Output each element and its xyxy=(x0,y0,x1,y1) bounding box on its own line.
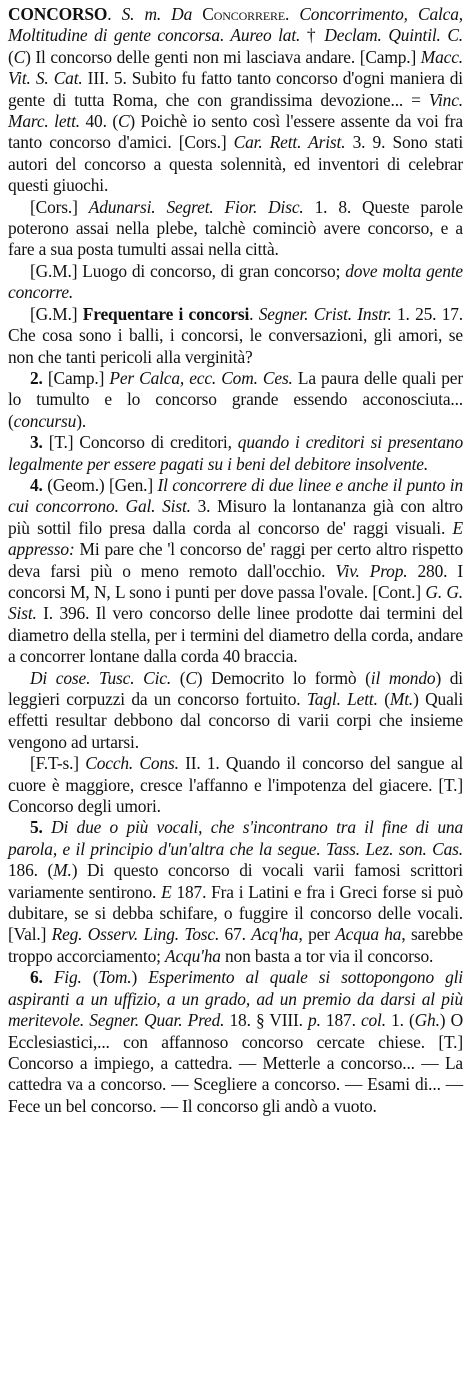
entry-text-span: ) Di questo concorso di vocali varii famosi scrittori variamente sentirono. xyxy=(8,860,463,902)
entry-text-span xyxy=(43,967,54,987)
entry-text-span: ( xyxy=(81,967,99,988)
entry-text-span: Segner. Crist. Instr. xyxy=(258,303,392,324)
entry-text-span: ( xyxy=(377,689,390,709)
entry-text-span: Acqu'ha xyxy=(165,945,221,966)
entry-text-span: G. G. Sist. xyxy=(8,581,463,624)
entry-text-span: [Camp.] xyxy=(42,367,110,388)
entry-text-span: Tagl. Lett. xyxy=(306,689,378,709)
entry-text-span: ) Il concorso delle genti non mi lasciava andare. [Camp.] xyxy=(25,46,421,67)
entry-text-span: Concorrere xyxy=(202,4,286,24)
entry-text-span: (Geom.) [Gen.] xyxy=(42,474,158,495)
entry-text-span: Car. Rett. Arist. xyxy=(233,132,346,153)
entry-text-span: 18. § VIII. xyxy=(224,1010,309,1031)
entry-paragraph-adunarsi xyxy=(8,197,463,261)
entry-paragraph-luogo xyxy=(8,261,463,304)
entry-text-span: ) di leggieri corpuzzi da un concorso fortuito. xyxy=(8,667,463,709)
entry-sense-6 xyxy=(8,967,463,1117)
entry-text-span: Mi pare che 'l concorso de' raggi per certo altro rispetto deva farsi più o meno remoto dall'occhio. xyxy=(8,539,463,581)
entry-paragraph-frequentare xyxy=(8,304,463,368)
entry-text-span: Esperimento al quale si sottopongono gli aspiranti a un uffizio, a un grado, ad un premio da darsi al più meritevole. Segner. Quar. Pred. xyxy=(8,967,463,1031)
entry-text-span: 67. xyxy=(219,924,252,945)
entry-text-span xyxy=(43,817,51,837)
entry-text-span: Fig. xyxy=(53,967,82,988)
entry-text-span: S. m. Da xyxy=(121,4,193,24)
entry-text-span: Macc. Vit. S. Cat. xyxy=(8,46,463,89)
entry-text-span: 187. Fra i Latini e fra i Greci forse si può dubitare, se si debba schifare, o fuggire il concorso delle vocali. [Val.] xyxy=(8,881,463,945)
entry-text-span: 1. 25. 17. Che cosa sono i balli, i concorsi, le conversazioni, gli amori, se non che tanti pericoli alla verginità? xyxy=(8,303,463,367)
entry-text-span: , sarebbe troppo accorciamento; xyxy=(8,924,463,966)
entry-text-span: p. xyxy=(308,1010,321,1031)
entry-text-span: 3. xyxy=(30,432,43,453)
entry-text-span: Acq'ha xyxy=(251,924,299,945)
entry-text-span: III. 5. Subito fu fatto tanto concorso d'ogni maniera di gente di tutta Roma, che con grandissima devozione... = xyxy=(8,68,463,110)
entry-text-span: Frequentare i concorsi xyxy=(82,303,250,324)
entry-text-span: [G.M.] Luogo di concorso, di gran concorso; xyxy=(30,260,346,281)
entry-text-span: Per Calca, ecc. Com. Ces. xyxy=(109,367,293,388)
entry-text-span: ) xyxy=(131,967,149,988)
entry-text-span: 3. 9. Sono stati autori del concorso a questa solennità, ed inventori di celebrar questi giuochi. xyxy=(8,132,464,196)
entry-text-span: C xyxy=(13,46,26,67)
entry-text-span: C xyxy=(117,111,130,132)
entry-text-span: ( xyxy=(8,46,14,67)
entry-text-span: . xyxy=(107,4,122,24)
entry-text-span: Di due o più vocali, che s'incontrano tra il fine di una parola, e il principio d'un'altra che la segue. Tass. Lez. son. Cas. xyxy=(8,817,463,859)
entry-text-span: ) Democrito lo formò ( xyxy=(196,667,371,688)
entry-text-span: 40. ( xyxy=(79,111,118,132)
entry-text-span: [G.M.] xyxy=(30,303,83,324)
entry-sense-5 xyxy=(8,817,463,967)
entry-text-span: Declam. Quintil. C. xyxy=(324,25,463,46)
entry-text-span: , per xyxy=(298,924,336,945)
entry-text-span: Tom. xyxy=(98,967,132,988)
entry-paragraph-cocchi xyxy=(8,753,463,817)
entry-sense-2 xyxy=(8,368,463,432)
entry-text-span: 1. ( xyxy=(385,1010,415,1031)
entry-text-span: 280. I concorsi M, N, L sono i punti per dove passa l'ovale. [Cont.] xyxy=(8,560,464,602)
entry-text-span: La paura delle quali per lo tumulto e lo concorso grande essendo acconosciuta... ( xyxy=(8,367,463,431)
entry-text-span: 5. xyxy=(30,817,43,838)
entry-text-span: E appresso: xyxy=(8,517,463,560)
entry-sense-3 xyxy=(8,432,463,475)
entry-text-span: Concorrimento, Calca, Moltitudine di gente concorsa. Aureo lat. xyxy=(8,4,463,46)
entry-text-span: 4. xyxy=(30,474,43,495)
entry-text-span: † xyxy=(300,25,325,46)
entry-text-span: Gh. xyxy=(414,1010,440,1031)
entry-text-span: Mt. xyxy=(389,689,414,709)
entry-text-span: CONCORSO xyxy=(8,4,108,24)
entry-text-span: E xyxy=(161,881,172,902)
entry-text-span: Vinc. Marc. lett. xyxy=(8,89,463,132)
entry-text-span: ) O Ecclesiastici,... con affannoso concorso cercate chiese. [T.] Concorso a impiego, a cattedra. — Metterle a concorso... — La cattedra va a concorso. — Scegliere a concorso. — Esami di... — Fece un bel concorso. — Il concorso gli andò a vuoto. xyxy=(8,1010,464,1116)
entry-text-span: . xyxy=(285,4,300,24)
entry-text-span: M. xyxy=(53,860,72,881)
entry-text-span: [F.T-s.] xyxy=(30,753,86,774)
entry-text-span: dove molta gente concorre. xyxy=(8,260,463,303)
entry-text-span: Reg. Osserv. Ling. Tosc. xyxy=(51,924,220,945)
entry-sense-4 xyxy=(8,475,463,668)
entry-text-span: 2. xyxy=(30,367,43,388)
entry-text-span: ). xyxy=(76,410,87,431)
entry-text-span: concursu xyxy=(13,410,77,431)
entry-text-span: C xyxy=(185,667,197,688)
entry-text-span xyxy=(192,4,202,24)
entry-text-span: quando i creditori si presentano legalmente per essere pagati su i beni del debitore insolvente. xyxy=(8,432,463,474)
entry-text-span: Viv. Prop. xyxy=(335,560,408,581)
entry-text-span: ) Poichè io sento così l'essere assente da voi fra tanto concorso d'amici. [Cors.] xyxy=(8,111,464,153)
entry-headword-paragraph xyxy=(8,4,463,197)
entry-text-span: il mondo xyxy=(370,667,436,688)
entry-text-span: 187. xyxy=(320,1010,361,1031)
entry-text-span: ( xyxy=(171,667,186,688)
entry-text-span: 1. 8. Queste parole poterono assai nella plebe, talchè cominciò avere concorso, e a fare a sua posta tumulti assai nella città. xyxy=(8,196,463,260)
entry-text-span: Adunarsi. Segret. Fior. Disc. xyxy=(88,196,304,217)
entry-text-span: Di cose. Tusc. Cic. xyxy=(30,667,172,688)
entry-text-span: non basta a tor via il concorso. xyxy=(220,945,434,966)
entry-text-span: 186. ( xyxy=(8,860,54,881)
entry-text-span: II. 1. Quando il concorso del sangue al cuore è maggiore, cresce l'affanno e l'impotenza del giacere. [T.] Concorso degli umori. xyxy=(8,753,464,817)
entry-paragraph-di-cose xyxy=(8,668,463,754)
entry-text-span: Il concorrere di due linee e anche il punto in cui concorrono. Gal. Sist. xyxy=(8,474,463,517)
entry-text-span: Acqua ha xyxy=(335,924,402,945)
entry-text-span: I. 396. Il vero concorso delle linee prodotte dai termini del diametro della stella, per i termini del diametro della corda, andare a concorrer lontane dalla corda 40 braccia. xyxy=(8,603,463,667)
entry-text-span: . xyxy=(249,303,259,324)
entry-text-span: 3. Misuro la lontananza già con altro più sottil filo presa dalla corda al concorso de' raggi visuali. xyxy=(8,496,463,538)
entry-text-span: col. xyxy=(360,1010,386,1031)
entry-text-span: [Cors.] xyxy=(30,196,89,217)
entry-text-span: Cocch. Cons. xyxy=(85,753,179,774)
entry-text-span: [T.] Concorso di creditori, xyxy=(42,432,238,453)
entry-text-span: 6. xyxy=(30,967,43,988)
entry-text-span: ) Quali effetti resultar debbono dal concorso di varii corpi che insieme vengono ad urtarsi. xyxy=(8,689,463,752)
